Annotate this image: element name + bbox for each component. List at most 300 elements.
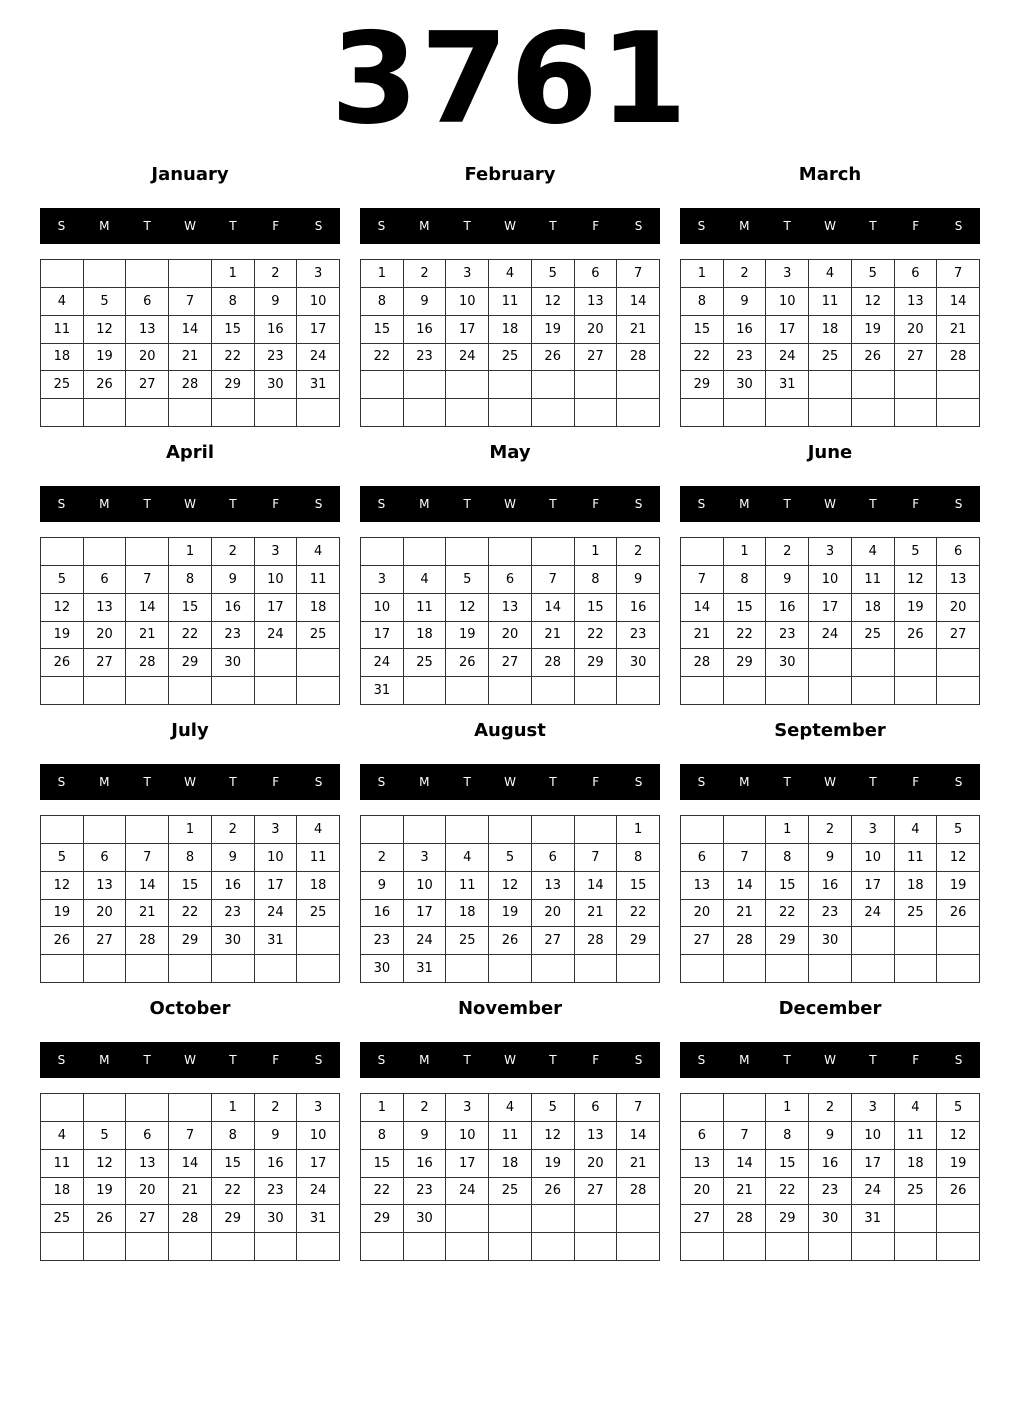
- day-cell: [84, 538, 127, 566]
- weekday-label: T: [549, 497, 557, 511]
- day-cell: 6: [126, 1122, 169, 1150]
- day-cell: 12: [446, 594, 489, 622]
- day-cell: [404, 538, 447, 566]
- day-cell: [809, 371, 852, 399]
- day-cell: 27: [575, 1178, 618, 1206]
- day-cell: 8: [617, 844, 660, 872]
- day-cell: 23: [404, 1178, 447, 1206]
- day-cell: [41, 260, 84, 288]
- day-cell: 16: [212, 872, 255, 900]
- day-cell: [766, 955, 809, 983]
- day-cell: 7: [532, 566, 575, 594]
- weekday-label: W: [504, 775, 516, 789]
- month-name: March: [798, 164, 862, 185]
- day-cell: 2: [404, 260, 447, 288]
- day-cell: [446, 955, 489, 983]
- weekday-label: M: [419, 497, 430, 511]
- day-cell: 11: [489, 1122, 532, 1150]
- day-cell: 20: [489, 622, 532, 650]
- day-cell: 23: [404, 344, 447, 372]
- day-cell: 25: [489, 344, 532, 372]
- day-cell: 18: [489, 316, 532, 344]
- day-cell: 20: [126, 344, 169, 372]
- day-cell: [724, 955, 767, 983]
- day-cell: 8: [361, 1122, 404, 1150]
- day-cell: 25: [895, 900, 938, 928]
- day-cell: 20: [895, 316, 938, 344]
- day-cell: 13: [575, 1122, 618, 1150]
- day-cell: 4: [489, 260, 532, 288]
- day-cell: [489, 371, 532, 399]
- day-cell: [446, 677, 489, 705]
- weekday-label: W: [184, 775, 196, 789]
- day-cell: 28: [126, 927, 169, 955]
- day-cell: 22: [361, 1178, 404, 1206]
- weekday-label: T: [463, 219, 471, 233]
- day-cell: [895, 955, 938, 983]
- day-cell: [766, 677, 809, 705]
- weekday-label: M: [99, 219, 110, 233]
- weekday-label: S: [954, 1053, 963, 1067]
- day-cell: 11: [809, 288, 852, 316]
- day-cell: 20: [84, 622, 127, 650]
- day-cell: 9: [724, 288, 767, 316]
- day-cell: [852, 399, 895, 427]
- weekday-label: M: [419, 1053, 430, 1067]
- day-cell: [361, 399, 404, 427]
- day-cell: 10: [446, 288, 489, 316]
- day-cell: [212, 1233, 255, 1261]
- day-cell: 2: [809, 816, 852, 844]
- day-cell: 23: [361, 927, 404, 955]
- day-cell: 28: [724, 927, 767, 955]
- weekday-label: T: [143, 775, 151, 789]
- day-cell: [446, 1233, 489, 1261]
- day-cell: 10: [297, 288, 340, 316]
- weekday-label: S: [314, 497, 323, 511]
- day-cell: 11: [297, 566, 340, 594]
- day-cell: [126, 1233, 169, 1261]
- weekday-label: F: [272, 497, 280, 511]
- day-cell: [937, 649, 980, 677]
- day-cell: [681, 1094, 724, 1122]
- day-cell: [169, 1094, 212, 1122]
- day-cell: [532, 1205, 575, 1233]
- day-cell: 23: [724, 344, 767, 372]
- day-cell: 23: [766, 622, 809, 650]
- day-cell: 8: [212, 288, 255, 316]
- day-cell: [126, 1094, 169, 1122]
- day-cell: [126, 677, 169, 705]
- weekday-label: T: [783, 1053, 791, 1067]
- day-cell: 3: [255, 538, 298, 566]
- day-cell: 22: [724, 622, 767, 650]
- day-cell: 22: [766, 900, 809, 928]
- day-cell: [937, 1205, 980, 1233]
- day-cell: 28: [724, 1205, 767, 1233]
- day-cell: 1: [169, 538, 212, 566]
- day-cell: 16: [724, 316, 767, 344]
- day-cell: [361, 816, 404, 844]
- day-cell: 12: [937, 1122, 980, 1150]
- day-cell: [681, 816, 724, 844]
- day-cell: 14: [617, 288, 660, 316]
- day-cell: 3: [852, 816, 895, 844]
- day-cell: 9: [809, 1122, 852, 1150]
- day-cell: 7: [937, 260, 980, 288]
- day-cell: [41, 816, 84, 844]
- weekday-header: [360, 1042, 660, 1078]
- weekday-label: S: [697, 775, 706, 789]
- weekday-label: W: [184, 219, 196, 233]
- day-cell: [169, 1233, 212, 1261]
- day-cell: 23: [255, 344, 298, 372]
- day-cell: 20: [681, 900, 724, 928]
- weekday-header: [360, 208, 660, 244]
- day-cell: 20: [681, 1178, 724, 1206]
- weekday-header: [40, 486, 340, 522]
- day-cell: 5: [489, 844, 532, 872]
- day-cell: [724, 677, 767, 705]
- weekday-label: M: [419, 219, 430, 233]
- weekday-label: S: [634, 775, 643, 789]
- day-cell: 31: [297, 1205, 340, 1233]
- day-cell: 31: [361, 677, 404, 705]
- day-cell: [255, 677, 298, 705]
- day-cell: 7: [617, 260, 660, 288]
- day-cell: 30: [361, 955, 404, 983]
- day-cell: 18: [297, 594, 340, 622]
- day-cell: 11: [852, 566, 895, 594]
- day-cell: [937, 677, 980, 705]
- day-cell: [126, 816, 169, 844]
- day-cell: 25: [41, 371, 84, 399]
- weekday-label: M: [739, 775, 750, 789]
- weekday-label: W: [824, 497, 836, 511]
- day-cell: 25: [41, 1205, 84, 1233]
- day-cell: 3: [852, 1094, 895, 1122]
- weekday-label: S: [634, 1053, 643, 1067]
- day-cell: [895, 1233, 938, 1261]
- weekday-label: T: [143, 497, 151, 511]
- day-cell: [575, 371, 618, 399]
- day-cell: 27: [681, 927, 724, 955]
- day-cell: [41, 1233, 84, 1261]
- day-cell: 22: [766, 1178, 809, 1206]
- weekday-label: W: [504, 1053, 516, 1067]
- day-cell: 12: [937, 844, 980, 872]
- weekday-label: S: [377, 219, 386, 233]
- day-cell: 3: [297, 1094, 340, 1122]
- day-cell: 13: [126, 316, 169, 344]
- day-cell: 7: [575, 844, 618, 872]
- day-cell: 25: [895, 1178, 938, 1206]
- day-cell: 3: [766, 260, 809, 288]
- day-cell: [852, 649, 895, 677]
- day-cell: 8: [169, 844, 212, 872]
- day-cell: [937, 371, 980, 399]
- day-cell: 3: [404, 844, 447, 872]
- day-cell: 4: [489, 1094, 532, 1122]
- day-cell: 3: [255, 816, 298, 844]
- day-cell: 6: [681, 844, 724, 872]
- day-cell: [361, 538, 404, 566]
- day-grid: [360, 1093, 660, 1261]
- day-cell: [617, 371, 660, 399]
- day-cell: 27: [681, 1205, 724, 1233]
- day-cell: 15: [169, 872, 212, 900]
- weekday-label: T: [229, 775, 237, 789]
- day-cell: 31: [766, 371, 809, 399]
- day-cell: 20: [532, 900, 575, 928]
- month-name: April: [165, 442, 215, 463]
- day-cell: [617, 399, 660, 427]
- day-grid: [40, 1093, 340, 1261]
- day-cell: 31: [255, 927, 298, 955]
- day-cell: [937, 955, 980, 983]
- day-cell: 18: [895, 872, 938, 900]
- day-cell: [41, 399, 84, 427]
- weekday-label: F: [912, 497, 920, 511]
- day-cell: 6: [84, 566, 127, 594]
- day-cell: 4: [809, 260, 852, 288]
- day-cell: 15: [766, 1150, 809, 1178]
- day-cell: [489, 955, 532, 983]
- day-cell: [766, 1233, 809, 1261]
- day-cell: 27: [895, 344, 938, 372]
- day-cell: 28: [532, 649, 575, 677]
- weekday-label: S: [57, 775, 66, 789]
- day-cell: 14: [532, 594, 575, 622]
- day-cell: [532, 538, 575, 566]
- day-cell: 25: [297, 622, 340, 650]
- day-cell: 6: [532, 844, 575, 872]
- day-cell: 16: [255, 1150, 298, 1178]
- day-cell: 12: [84, 316, 127, 344]
- day-cell: 29: [766, 1205, 809, 1233]
- day-cell: 17: [446, 1150, 489, 1178]
- day-cell: 10: [404, 872, 447, 900]
- day-cell: [724, 1233, 767, 1261]
- day-cell: 18: [297, 872, 340, 900]
- weekday-label: M: [739, 1053, 750, 1067]
- weekday-header: [40, 1042, 340, 1078]
- day-cell: [126, 955, 169, 983]
- day-cell: 1: [575, 538, 618, 566]
- day-cell: 28: [126, 649, 169, 677]
- weekday-label: S: [57, 219, 66, 233]
- day-cell: 2: [361, 844, 404, 872]
- day-cell: [41, 677, 84, 705]
- day-cell: 11: [446, 872, 489, 900]
- weekday-label: S: [377, 775, 386, 789]
- day-cell: [489, 538, 532, 566]
- day-cell: 5: [84, 1122, 127, 1150]
- day-cell: 22: [575, 622, 618, 650]
- day-cell: 29: [212, 1205, 255, 1233]
- day-cell: [575, 399, 618, 427]
- day-cell: [852, 677, 895, 705]
- day-cell: 13: [681, 872, 724, 900]
- day-cell: [575, 816, 618, 844]
- day-cell: [489, 816, 532, 844]
- day-cell: 6: [575, 260, 618, 288]
- day-grid: [40, 537, 340, 705]
- day-cell: 16: [617, 594, 660, 622]
- day-cell: [255, 1233, 298, 1261]
- day-cell: 12: [895, 566, 938, 594]
- day-cell: 14: [724, 872, 767, 900]
- day-cell: 9: [361, 872, 404, 900]
- day-cell: [212, 677, 255, 705]
- day-cell: 21: [126, 622, 169, 650]
- weekday-label: F: [592, 1053, 600, 1067]
- day-cell: 29: [766, 927, 809, 955]
- day-cell: 19: [937, 1150, 980, 1178]
- weekday-label: M: [99, 497, 110, 511]
- day-cell: 5: [446, 566, 489, 594]
- day-cell: 21: [724, 1178, 767, 1206]
- day-cell: 18: [446, 900, 489, 928]
- day-cell: 10: [809, 566, 852, 594]
- weekday-label: T: [869, 497, 877, 511]
- weekday-header: [680, 208, 980, 244]
- weekday-label: S: [57, 1053, 66, 1067]
- day-cell: [532, 677, 575, 705]
- day-cell: 13: [895, 288, 938, 316]
- day-cell: 24: [361, 649, 404, 677]
- day-cell: 16: [255, 316, 298, 344]
- day-cell: [446, 816, 489, 844]
- day-cell: [212, 399, 255, 427]
- day-cell: 10: [255, 844, 298, 872]
- day-cell: 23: [212, 900, 255, 928]
- day-cell: 10: [766, 288, 809, 316]
- day-cell: [895, 399, 938, 427]
- weekday-label: T: [229, 1053, 237, 1067]
- day-cell: 28: [617, 344, 660, 372]
- day-cell: 31: [297, 371, 340, 399]
- day-cell: 24: [766, 344, 809, 372]
- day-cell: [895, 1205, 938, 1233]
- day-cell: 13: [489, 594, 532, 622]
- weekday-label: S: [634, 219, 643, 233]
- day-cell: 18: [809, 316, 852, 344]
- day-cell: 19: [41, 900, 84, 928]
- day-cell: 30: [255, 371, 298, 399]
- day-cell: 24: [404, 927, 447, 955]
- weekday-header: [360, 764, 660, 800]
- day-cell: 9: [404, 288, 447, 316]
- day-cell: 10: [446, 1122, 489, 1150]
- day-cell: 24: [852, 1178, 895, 1206]
- day-cell: [361, 1233, 404, 1261]
- day-cell: 22: [212, 344, 255, 372]
- weekday-label: W: [824, 219, 836, 233]
- day-cell: 17: [446, 316, 489, 344]
- day-cell: [404, 677, 447, 705]
- day-cell: 27: [84, 927, 127, 955]
- day-cell: 24: [852, 900, 895, 928]
- day-cell: 15: [361, 316, 404, 344]
- day-cell: 25: [297, 900, 340, 928]
- day-cell: 11: [297, 844, 340, 872]
- day-cell: 21: [532, 622, 575, 650]
- day-cell: [681, 538, 724, 566]
- day-cell: 12: [489, 872, 532, 900]
- day-cell: 24: [255, 622, 298, 650]
- weekday-label: F: [912, 1053, 920, 1067]
- day-cell: 17: [809, 594, 852, 622]
- day-cell: 26: [84, 1205, 127, 1233]
- day-cell: [852, 927, 895, 955]
- day-grid: [680, 815, 980, 983]
- day-cell: 4: [41, 288, 84, 316]
- weekday-label: W: [504, 497, 516, 511]
- day-cell: 9: [404, 1122, 447, 1150]
- day-cell: 6: [937, 538, 980, 566]
- day-cell: [809, 1233, 852, 1261]
- day-cell: 28: [169, 371, 212, 399]
- weekday-label: F: [912, 775, 920, 789]
- day-cell: [169, 677, 212, 705]
- day-cell: 27: [84, 649, 127, 677]
- day-cell: 16: [404, 1150, 447, 1178]
- day-cell: 17: [255, 872, 298, 900]
- day-cell: 4: [41, 1122, 84, 1150]
- day-cell: 16: [809, 872, 852, 900]
- weekday-header: [40, 208, 340, 244]
- weekday-label: F: [272, 775, 280, 789]
- day-cell: [575, 1205, 618, 1233]
- weekday-label: M: [739, 497, 750, 511]
- day-cell: [169, 955, 212, 983]
- day-cell: 5: [895, 538, 938, 566]
- day-cell: 3: [361, 566, 404, 594]
- day-cell: [852, 1233, 895, 1261]
- day-cell: 13: [84, 594, 127, 622]
- day-cell: 13: [532, 872, 575, 900]
- day-cell: 5: [84, 288, 127, 316]
- day-cell: 28: [937, 344, 980, 372]
- day-cell: 5: [937, 1094, 980, 1122]
- day-cell: [617, 1205, 660, 1233]
- day-cell: [809, 955, 852, 983]
- day-cell: 27: [532, 927, 575, 955]
- day-cell: 16: [212, 594, 255, 622]
- weekday-label: T: [783, 219, 791, 233]
- day-cell: [532, 816, 575, 844]
- day-cell: [446, 399, 489, 427]
- day-cell: 18: [404, 622, 447, 650]
- day-cell: 30: [212, 927, 255, 955]
- day-cell: 13: [937, 566, 980, 594]
- weekday-label: T: [869, 775, 877, 789]
- day-cell: 23: [617, 622, 660, 650]
- day-cell: 25: [809, 344, 852, 372]
- day-cell: [297, 955, 340, 983]
- day-cell: [404, 371, 447, 399]
- day-cell: 6: [489, 566, 532, 594]
- day-cell: 12: [41, 594, 84, 622]
- day-cell: 20: [126, 1178, 169, 1206]
- day-cell: 14: [169, 1150, 212, 1178]
- weekday-label: T: [463, 497, 471, 511]
- day-cell: 12: [84, 1150, 127, 1178]
- day-cell: [169, 260, 212, 288]
- day-cell: 6: [681, 1122, 724, 1150]
- month-name: December: [778, 998, 882, 1019]
